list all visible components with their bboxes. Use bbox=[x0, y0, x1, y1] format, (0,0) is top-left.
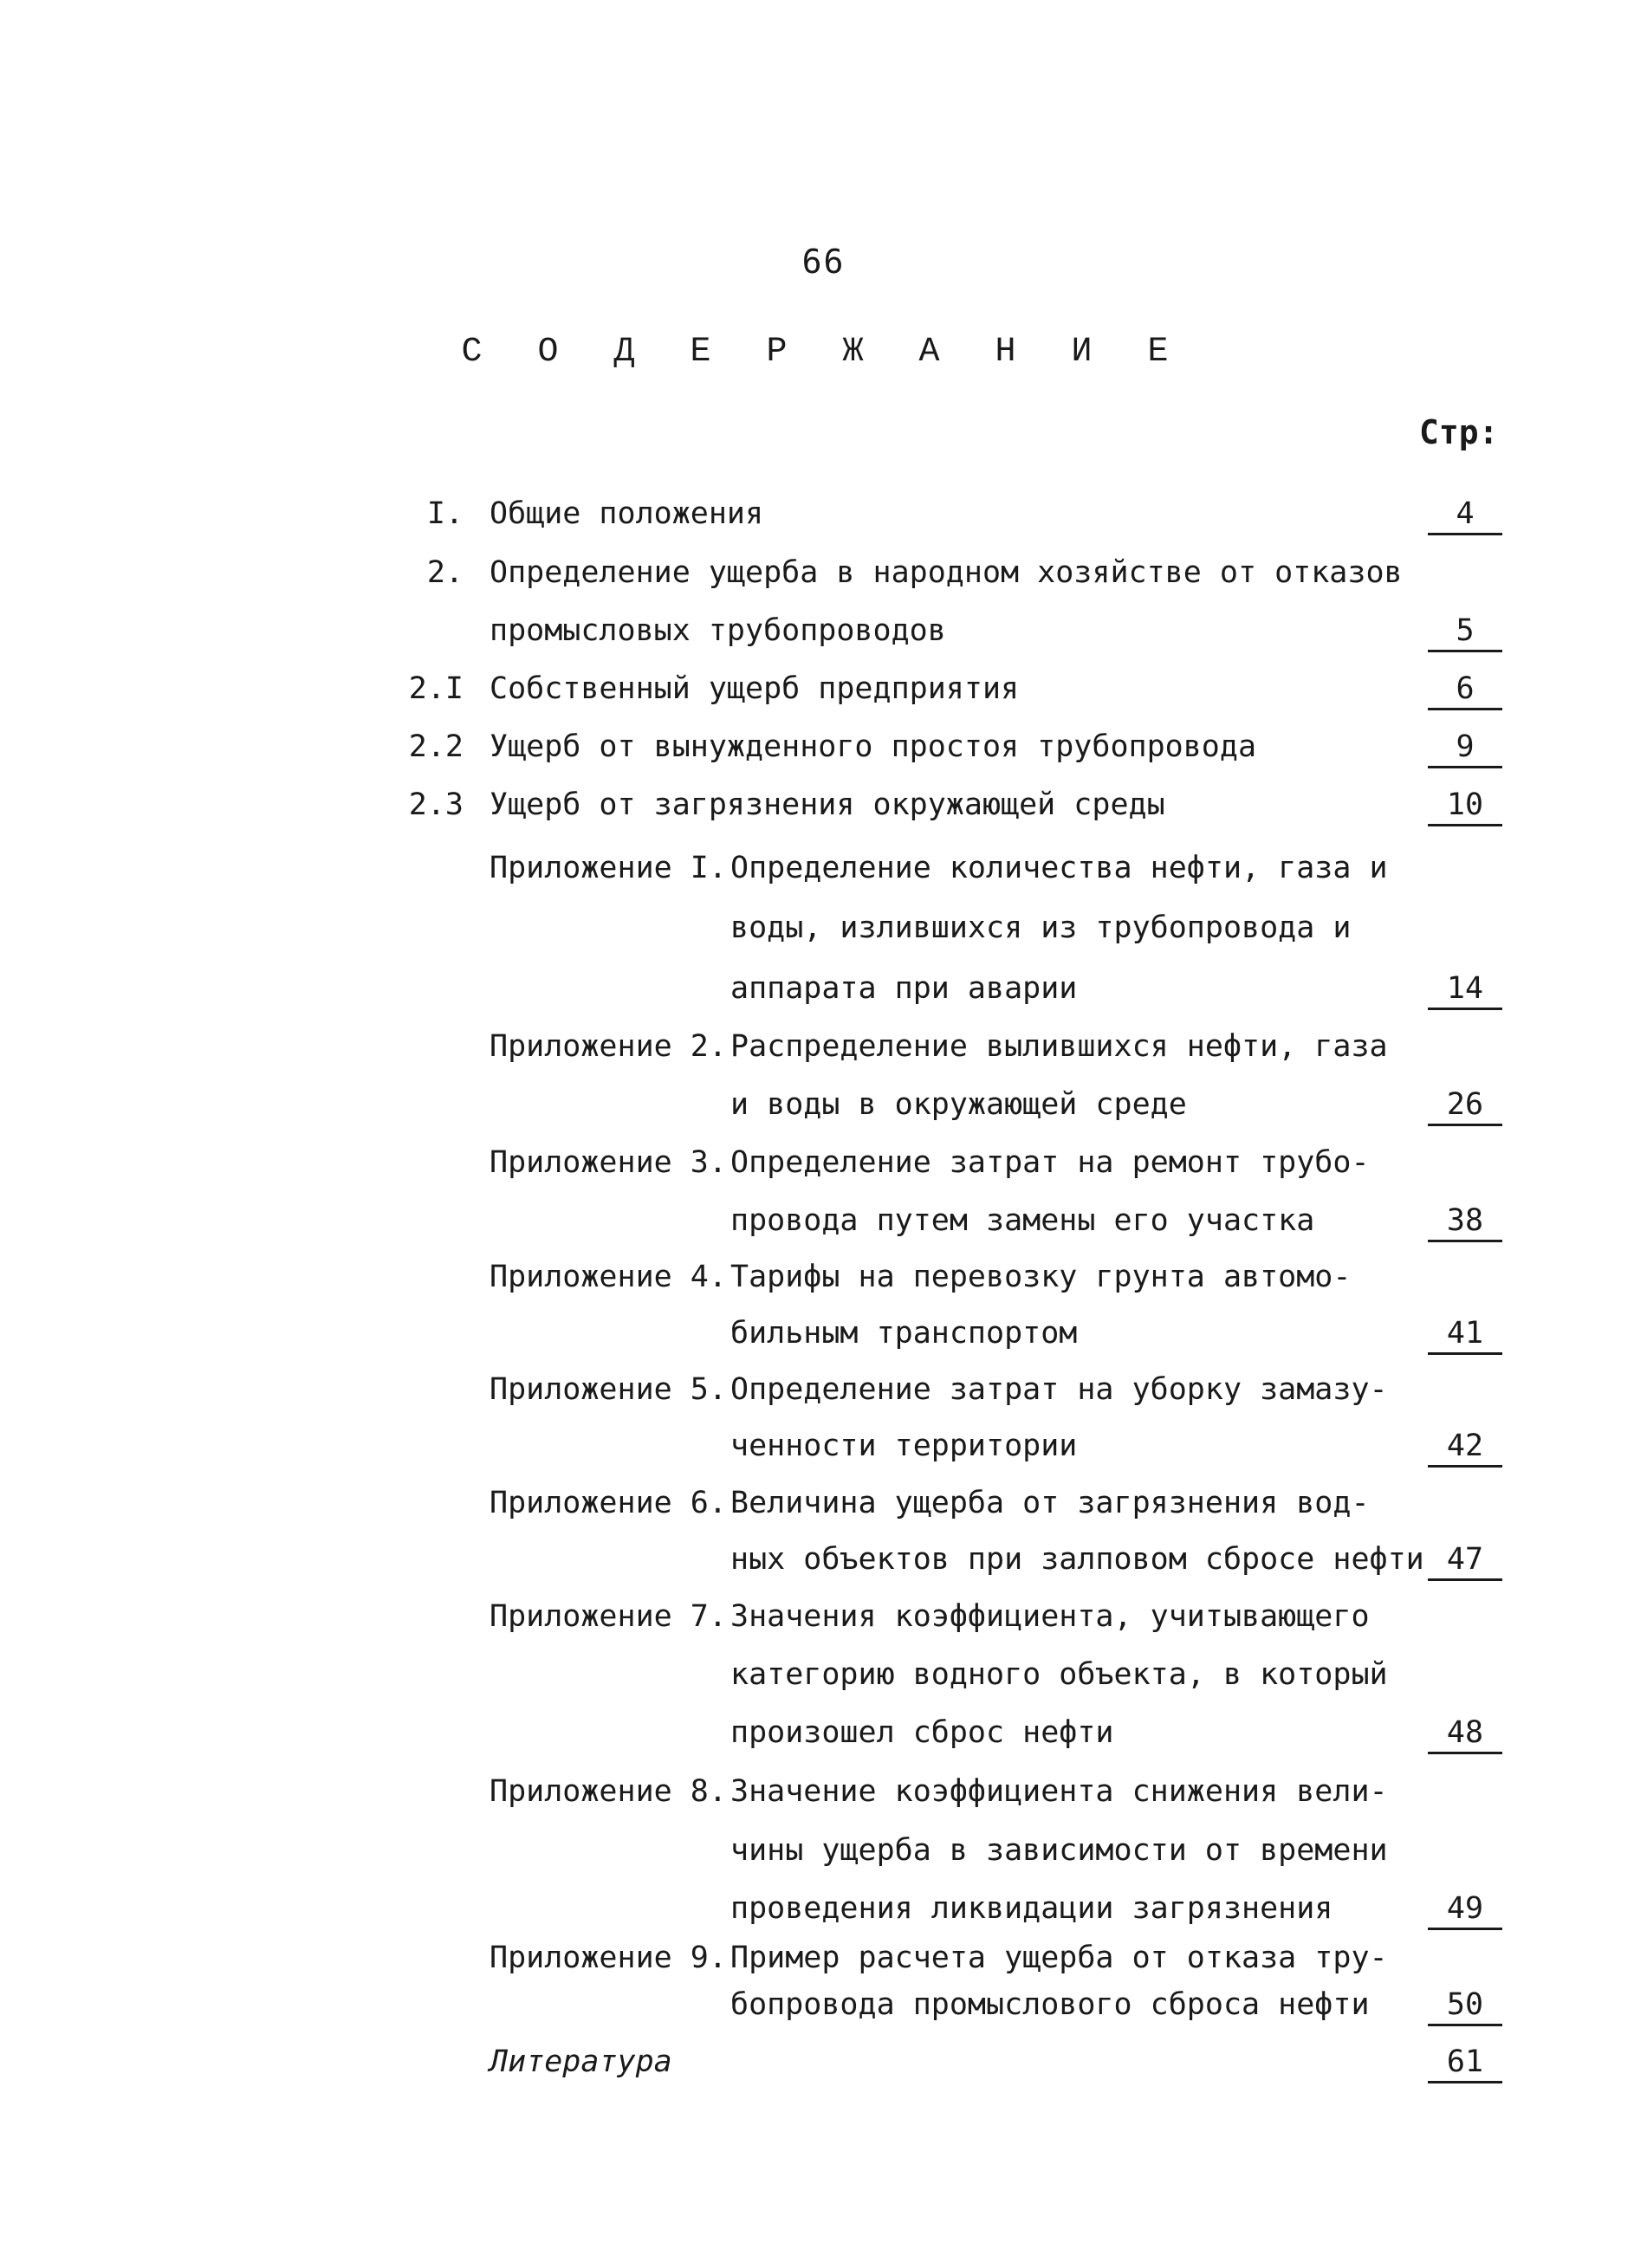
appendix-page: 47 bbox=[1428, 1545, 1502, 1581]
appendix-label: Приложение 4. bbox=[490, 1260, 727, 1294]
appendix-label: Приложение I. bbox=[490, 851, 727, 885]
literature-label: Литература bbox=[490, 2044, 672, 2079]
appendix-title: Значение коэффициента снижения вели- bbox=[730, 1774, 1388, 1809]
section-page: 6 bbox=[1428, 674, 1502, 710]
page-title: С О Д Е Р Ж А Н И Е bbox=[461, 333, 1186, 372]
appendix-title: произошел сброс нефти bbox=[730, 1715, 1114, 1750]
literature-page: 61 bbox=[1428, 2047, 1502, 2083]
section-number: 2.I bbox=[408, 671, 464, 706]
appendix-title: ных объектов при залповом сбросе нефти bbox=[730, 1542, 1424, 1577]
section-title: Определение ущерба в народном хозяйстве от отказов bbox=[490, 555, 1403, 590]
appendix-title: Определение затрат на ремонт трубо- bbox=[730, 1145, 1370, 1180]
page-number: 66 bbox=[801, 243, 846, 281]
appendix-page: 26 bbox=[1428, 1090, 1502, 1126]
section-page: 10 bbox=[1428, 790, 1502, 826]
page-column-header: Стр: bbox=[1419, 413, 1499, 451]
appendix-title: Определение затрат на уборку замазу- bbox=[730, 1372, 1388, 1407]
section-title: Общие положения bbox=[490, 496, 764, 531]
appendix-page: 50 bbox=[1428, 1990, 1502, 2026]
appendix-label: Приложение 8. bbox=[490, 1774, 727, 1809]
section-number: 2.3 bbox=[408, 787, 464, 822]
appendix-title: бопровода промыслового сброса нефти bbox=[730, 1987, 1370, 2022]
section-title: Ущерб от вынужденного простоя трубопровода bbox=[490, 729, 1257, 764]
appendix-label: Приложение 6. bbox=[490, 1486, 727, 1520]
section-number: 2.2 bbox=[408, 729, 464, 764]
appendix-label: Приложение 7. bbox=[490, 1599, 727, 1634]
appendix-title: чины ущерба в зависимости от времени bbox=[730, 1833, 1388, 1868]
appendix-title: и воды в окружающей среде bbox=[730, 1087, 1187, 1122]
appendix-title: Тарифы на перевозку грунта автомо- bbox=[730, 1260, 1352, 1294]
appendix-page: 42 bbox=[1428, 1431, 1502, 1468]
appendix-page: 48 bbox=[1428, 1718, 1502, 1754]
appendix-title: ченности территории bbox=[730, 1429, 1078, 1463]
section-number: 2. bbox=[426, 555, 464, 590]
section-page: 9 bbox=[1428, 732, 1502, 768]
appendix-page: 49 bbox=[1428, 1894, 1502, 1930]
appendix-title: Определение количества нефти, газа и bbox=[730, 851, 1388, 885]
section-number: I. bbox=[426, 496, 464, 531]
appendix-title: воды, излившихся из трубопровода и bbox=[730, 910, 1352, 945]
appendix-page: 41 bbox=[1428, 1319, 1502, 1355]
appendix-label: Приложение 3. bbox=[490, 1145, 727, 1180]
appendix-title: Распределение вылившихся нефти, газа bbox=[730, 1029, 1388, 1064]
appendix-title: Пример расчета ущерба от отказа тру- bbox=[730, 1941, 1388, 1975]
appendix-label: Приложение 9. bbox=[490, 1941, 727, 1975]
appendix-title: Значения коэффициента, учитывающего bbox=[730, 1599, 1370, 1634]
appendix-title: провода путем замены его участка bbox=[730, 1203, 1315, 1238]
section-title: Ущерб от загрязнения окружающей среды bbox=[490, 787, 1165, 822]
section-title: Собственный ущерб предприятия bbox=[490, 671, 1020, 706]
appendix-page: 14 bbox=[1428, 974, 1502, 1010]
appendix-title: аппарата при аварии bbox=[730, 971, 1078, 1006]
section-title: промысловых трубопроводов bbox=[490, 613, 946, 648]
section-page: 5 bbox=[1428, 616, 1502, 652]
appendix-title: проведения ликвидации загрязнения bbox=[730, 1891, 1333, 1926]
appendix-label: Приложение 2. bbox=[490, 1029, 727, 1064]
section-page: 4 bbox=[1428, 499, 1502, 535]
appendix-page: 38 bbox=[1428, 1206, 1502, 1242]
appendix-title: категорию водного объекта, в который bbox=[730, 1657, 1388, 1692]
appendix-label: Приложение 5. bbox=[490, 1372, 727, 1407]
appendix-title: бильным транспортом bbox=[730, 1316, 1078, 1351]
appendix-title: Величина ущерба от загрязнения вод- bbox=[730, 1486, 1370, 1520]
